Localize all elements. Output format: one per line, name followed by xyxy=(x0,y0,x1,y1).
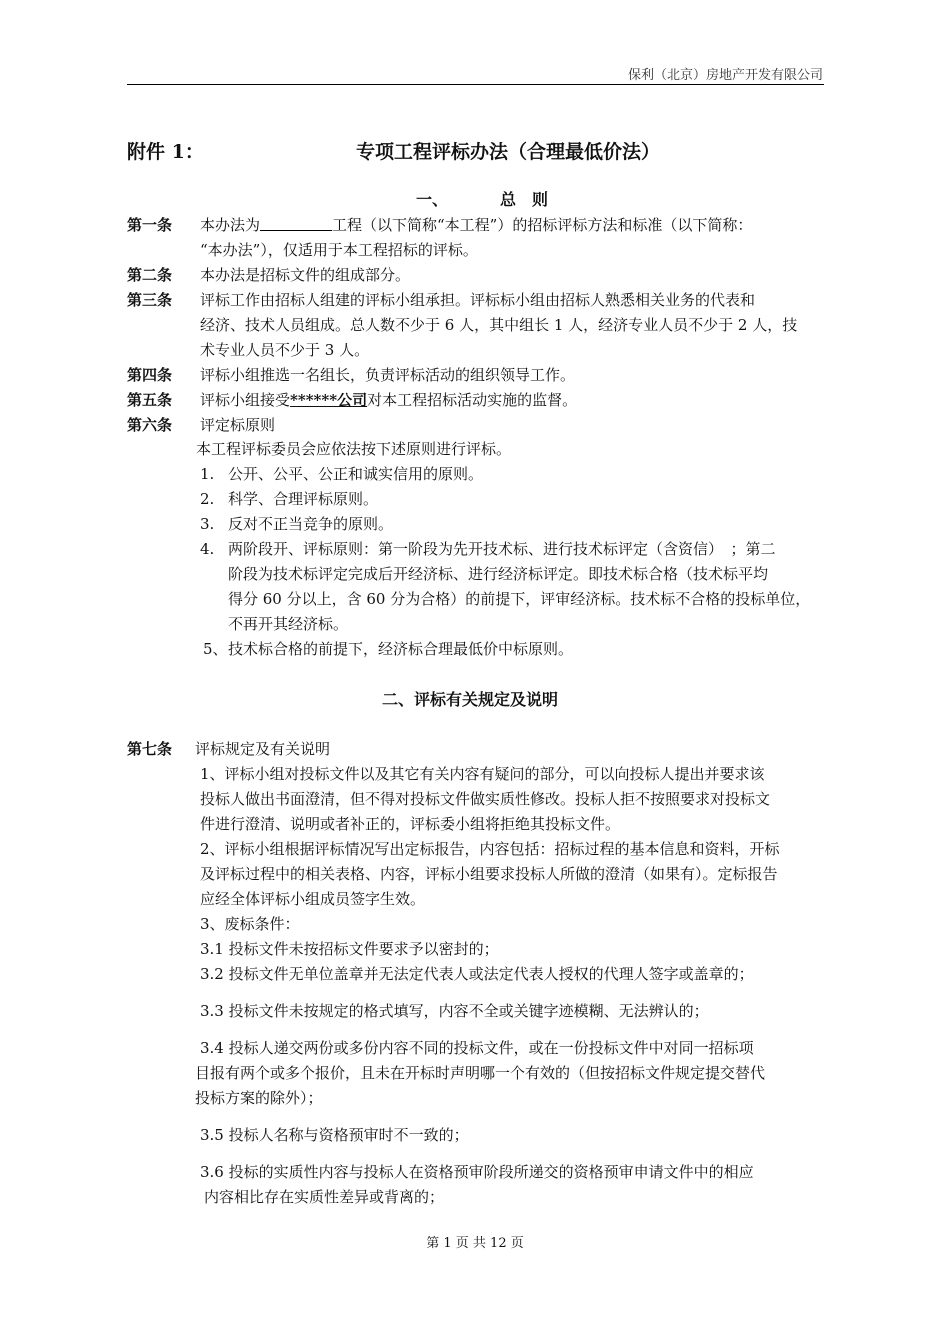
attachment-label: 附件 1： xyxy=(127,141,204,163)
blank-underline xyxy=(260,216,332,231)
list-item: 公开、公平、公正和诚实信用的原则。 xyxy=(228,465,484,483)
list-item: 阶段为技术标评定完成后开经济标、进行经济标评定。即技术标合格（技术标平均 xyxy=(228,565,769,583)
rule-line: 3.3 投标文件未按规定的格式填写，内容不全或关键字迹模糊、无法辨认的； xyxy=(200,1002,709,1020)
article-text: 术专业人员不少于 3 人。 xyxy=(200,341,370,359)
article-label: 第七条 xyxy=(127,740,173,758)
rule-line: 3.1 投标文件未按招标文件要求予以密封的； xyxy=(200,940,499,958)
article-label: 第四条 xyxy=(127,366,173,384)
list-item: 两阶段开、评标原则：第一阶段为先开技术标、进行技术标评定（含资信） ；第二 xyxy=(228,540,776,558)
article-text: 评标工作由招标人组建的评标小组承担。评标标小组由招标人熟悉相关业务的代表和 xyxy=(200,291,756,309)
rule-line: 3.4 投标人递交两份或多份内容不同的投标文件，或在一份投标文件中对同一招标项 xyxy=(200,1039,754,1057)
principles-intro: 本工程评标委员会应依法按下述原则进行评标。 xyxy=(196,440,512,458)
company-placeholder: ******公司 xyxy=(290,391,368,409)
article-label: 第一条 xyxy=(127,216,173,234)
article-text xyxy=(200,213,752,237)
article-text: 评定标原则 xyxy=(200,416,276,434)
rule-line: 投标方案的除外）； xyxy=(195,1089,323,1107)
page-number: 第 1 页 共 12 页 xyxy=(426,1236,524,1251)
rule-line: 3.6 投标的实质性内容与投标人在资格预审阶段所递交的资格预审申请文件中的相应 xyxy=(200,1163,754,1181)
list-number: 3. xyxy=(200,515,215,533)
rule-line: 件进行澄清、说明或者补正的，评标委小组将拒绝其投标文件。 xyxy=(200,815,621,833)
article-text-segment: 评标小组接受 xyxy=(200,391,291,409)
rule-line: 应经全体评标小组成员签字生效。 xyxy=(200,890,426,908)
rule-line: 投标人做出书面澄清，但不得对投标文件做实质性修改。投标人拒不按照要求对投标文 xyxy=(200,790,771,808)
rule-line: 目报有两个或多个报价，且未在开标时声明哪一个有效的（但按招标文件规定提交替代 xyxy=(195,1064,766,1082)
rule-line: 2、评标小组根据评标情况写出定标报告，内容包括：招标过程的基本信息和资料，开标 xyxy=(200,840,780,858)
list-item: 技术标合格的前提下，经济标合理最低价中标原则。 xyxy=(228,640,574,658)
article-text-segment: 工程（以下简称“本工程”）的招标评标方法和标准（以下简称： xyxy=(332,216,753,234)
list-item: 反对不正当竞争的原则。 xyxy=(228,515,394,533)
article-label: 第六条 xyxy=(127,416,173,434)
article-text-segment: 对本工程招标活动实施的监督。 xyxy=(367,391,578,409)
article-text: 评标小组推选一名组长，负责评标活动的组织领导工作。 xyxy=(200,366,576,384)
list-item: 得分 60 分以上，含 60 分为合格）的前提下，评审经济标。技术标不合格的投标单位， xyxy=(228,590,811,608)
list-number: 5、 xyxy=(203,640,228,658)
section1-title: 总 则 xyxy=(500,190,549,209)
article-text: 经济、技术人员组成。总人数不少于 6 人，其中组长 1 人，经济专业人员不少于 2 人，技 xyxy=(200,316,798,334)
article-text: 本办法是招标文件的组成部分。 xyxy=(200,266,411,284)
article-text: 评标规定及有关说明 xyxy=(195,740,331,758)
section1-number: 一、 xyxy=(416,190,449,209)
article-text: “本办法”），仅适用于本工程招标的评标。 xyxy=(200,241,478,259)
article-label: 第三条 xyxy=(127,291,173,309)
article-label: 第五条 xyxy=(127,391,173,409)
rule-line: 1、评标小组对投标文件以及其它有关内容有疑问的部分，可以向投标人提出并要求该 xyxy=(200,765,765,783)
article-label: 第二条 xyxy=(127,266,173,284)
list-number: 1. xyxy=(200,465,215,483)
document-title: 专项工程评标办法（合理最低价法） xyxy=(356,141,661,163)
article-text-segment: 本办法为 xyxy=(200,216,261,234)
header-company-name: 保利（北京）房地产开发有限公司 xyxy=(627,68,823,83)
rule-line: 3.2 投标文件无单位盖章并无法定代表人或法定代表人授权的代理人签字或盖章的； xyxy=(200,965,754,983)
header-rule xyxy=(127,84,824,85)
rule-line: 内容相比存在实质性差异或背离的； xyxy=(204,1188,445,1206)
list-number: 2. xyxy=(200,490,215,508)
rule-line: 及评标过程中的相关表格、内容，评标小组要求投标人所做的澄清（如果有）。定标报告 xyxy=(200,865,778,883)
article-text xyxy=(200,388,577,412)
list-item: 科学、合理评标原则。 xyxy=(228,490,379,508)
rule-line: 3、废标条件： xyxy=(200,915,300,933)
list-number: 4. xyxy=(200,540,215,558)
rule-line: 3.5 投标人名称与资格预审时不一致的； xyxy=(200,1126,469,1144)
section2-title: 二、评标有关规定及说明 xyxy=(382,690,559,709)
list-item: 不再开其经济标。 xyxy=(228,615,349,633)
